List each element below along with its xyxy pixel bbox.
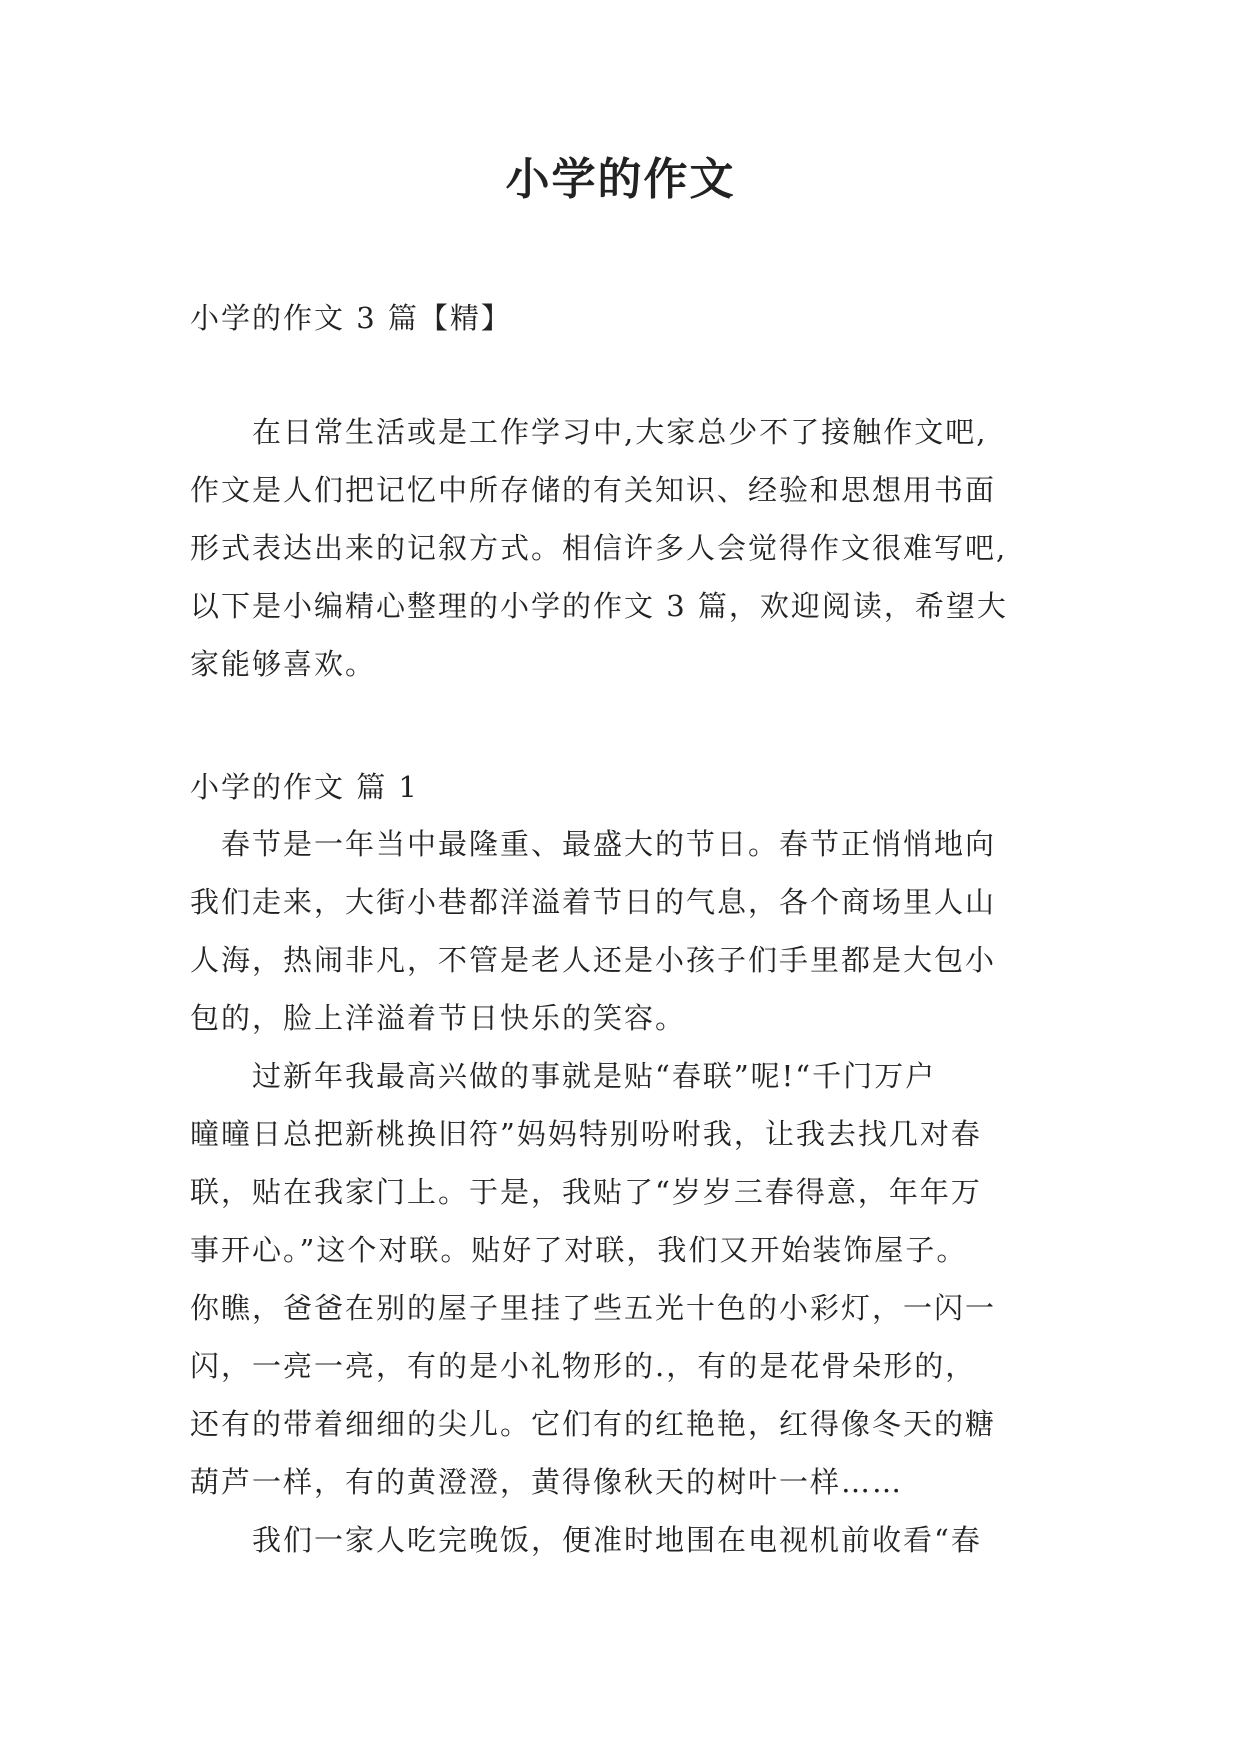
intro-line: 家能够喜欢。	[190, 647, 377, 681]
intro-line: 作文是人们把记忆中所存储的有关知识、经验和思想用书面	[190, 473, 997, 507]
section-body	[190, 815, 1060, 1569]
body-line: 你瞧，爸爸在别的屋子里挂了些五光十色的小彩灯，一闪一	[190, 1291, 997, 1325]
body-line: 春节是一年当中最隆重、最盛大的节日。春节正悄悄地向	[190, 827, 997, 861]
section-heading: 小学的作文 篇 1	[190, 770, 419, 804]
intro-line: 以下是小编精心整理的小学的作文 3 篇，欢迎阅读，希望大	[190, 589, 1008, 623]
body-line: 包的，脸上洋溢着节日快乐的笑容。	[190, 1001, 687, 1035]
document-subtitle: 小学的作文 3 篇【精】	[190, 301, 512, 335]
body-line: 曈曈日总把新桃换旧符”妈妈特别吩咐我，让我去找几对春	[190, 1117, 982, 1151]
intro-line: 在日常生活或是工作学习中,大家总少不了接触作文吧,	[190, 415, 988, 449]
body-line: 人海，热闹非凡，不管是老人还是小孩子们手里都是大包小	[190, 943, 997, 977]
body-line: 事开心。”这个对联。贴好了对联，我们又开始装饰屋子。	[190, 1233, 968, 1267]
intro-paragraph	[190, 403, 1060, 693]
intro-line: 形式表达出来的记叙方式。相信许多人会觉得作文很难写吧,	[190, 531, 1008, 565]
document-title: 小学的作文	[505, 154, 736, 205]
body-line: 葫芦一样，有的黄澄澄，黄得像秋天的树叶一样……	[190, 1465, 904, 1499]
body-line: 还有的带着细细的尖儿。它们有的红艳艳，红得像冬天的糖	[190, 1407, 997, 1441]
body-line: 闪，一亮一亮，有的是小礼物形的.，有的是花骨朵形的，	[190, 1349, 977, 1383]
body-line: 过新年我最高兴做的事就是贴“春联”呢!“千门万户	[190, 1059, 937, 1093]
body-line: 我们一家人吃完晚饭，便准时地围在电视机前收看“春	[190, 1523, 982, 1557]
body-line: 我们走来，大街小巷都洋溢着节日的气息，各个商场里人山	[190, 885, 997, 919]
body-line: 联，贴在我家门上。于是，我贴了“岁岁三春得意，年年万	[190, 1175, 982, 1209]
